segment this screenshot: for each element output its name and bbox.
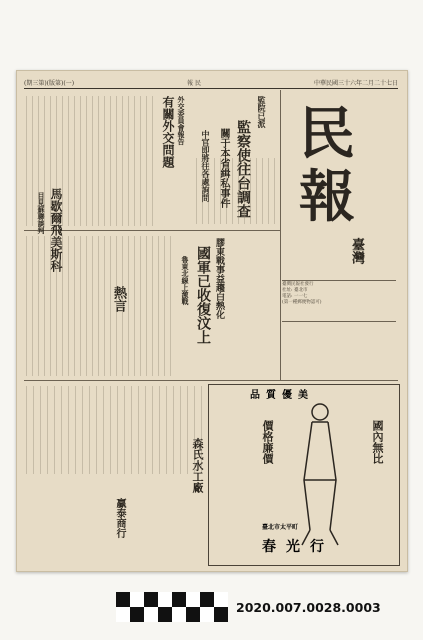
publisher-line: (第一種郵便物認可) [282,300,322,305]
publisher-line: 電話: 一一七 [282,294,308,299]
factory-ad: 森氏水工廠 [191,438,204,493]
man-illustration [290,400,350,550]
left-headline: 馬歇爾飛美斯科 [49,188,63,272]
lead-headline: 監察使往台調查 [235,120,251,218]
lead-subheadline-2: 中官即將往各處詢問 [201,130,211,202]
article-body [196,158,276,224]
publisher-box [282,280,396,322]
war-subheadline: 魯東北線上激戰 [181,256,190,305]
publisher-line: 臺灣民報社發行 [282,282,314,287]
foreign-kicker: 外交委員會報告 [177,96,186,145]
bottom-shop-ad: 春光行 [262,539,334,555]
masthead-char-1: 民 [299,101,355,167]
war-kicker: 膠東戰事益趨白熱化 [214,238,224,319]
publisher-line: 社址: 臺北市 [282,288,308,293]
trading-ad: 贏泰商行 [114,498,125,538]
article-body [26,236,176,376]
color-checker [116,592,228,622]
section-rule [24,380,398,381]
left-subheadline: 目見蘇聯談判 [37,192,46,234]
price-ad-title: 價格廉價 [261,420,274,464]
foreign-headline: 有關外交問題 [161,96,175,168]
header-left: (期三第)(版第)(一) [24,79,75,87]
header-right: 中華民國三十六年二月二十七日 [313,79,398,87]
header-center: 報 民 [187,79,201,87]
editorial-title: 熱言 [111,286,126,312]
lead-kicker: 監院已派 [257,96,267,128]
war-headline: 國軍已收復汶上 [195,246,211,344]
newspaper-header [24,76,398,89]
article-body [26,96,156,226]
country-ad-title: 國內無比 [371,420,384,464]
quality-ad-title: 品質優美 [250,390,314,401]
column-rule [280,90,281,380]
bottom-shop-address: 臺北市太平町 [262,524,299,531]
masthead-place: 臺灣 [349,238,364,264]
masthead-char-2: 報 [299,164,355,230]
ad-body [26,386,204,474]
lead-subheadline: 關于本省緝私事件 [218,128,229,208]
catalog-number: 2020.007.0028.0003 [236,599,381,615]
catalog-label [116,592,406,622]
